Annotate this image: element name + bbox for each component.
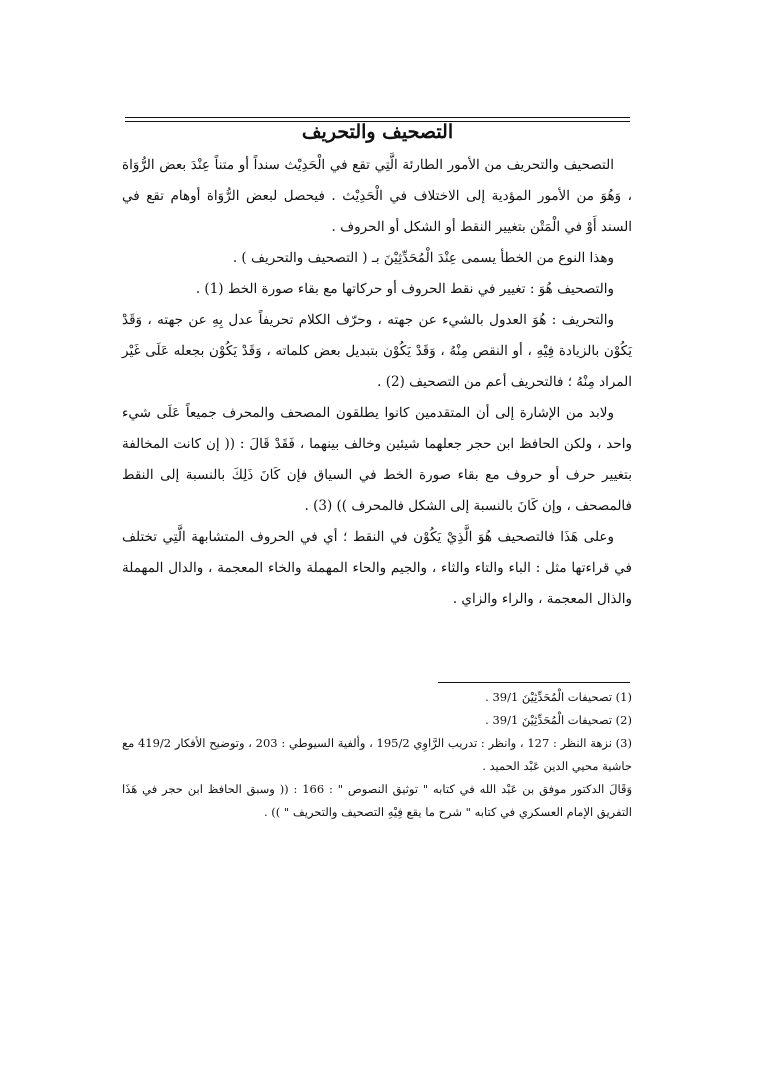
footnote-3: (3) نزهة النظر : 127 ، وانظر : تدريب الرَّاوِي 195/2 ، وألفية السيوطي : 203 ، وتوضيح الأفكار 419/2 مع حاشية محيي الدين عَبْد الحميد .: [122, 736, 632, 773]
title-rule-top: [125, 117, 630, 118]
paragraph-conclusion: وعلى هَذَا فالتصحيف هُوَ الَّذِيْ يَكُوْن في النقط ؛ أي في الحروف المتشابهة الَّتِي تختلف في قراءتها مثل : الباء والتاء والثاء ، والجيم والحاء المهملة والخاء المعجمة ، والدال المهملة والذال المعجمة ، والراء والزاي .: [122, 529, 632, 607]
paragraph-intro: التصحيف والتحريف من الأمور الطارئة الَّتِي تقع في الْحَدِيْث سنداً أو متناً عِنْدَ بعض الرُّوَاة ، وَهُوَ من الأمور المؤدية إلى الاختلاف في الْحَدِيْث . فيحصل لبعض الرُّوَاة أوهام تقع في السند أَوْ في الْمَتْن بتغيير النقط أو الشكل أو الحروف .: [122, 157, 632, 235]
page-title: التصحيف والتحريف: [301, 121, 454, 143]
footnote-3-continuation: وَقَالَ الدكتور موفق بن عَبْد الله في كتابه " توثيق النصوص " : 166 : (( وسبق الحافظ ابن حجر في هَذَا التفريق الإمام العسكري في كتابه " شرح ما يقع فِيْهِ التصحيف والتحريف " )) .: [122, 782, 633, 819]
paragraph-ibn-hajar: ولابد من الإشارة إلى أن المتقدمين كانوا يطلقون المصحف والمحرف جميعاً عَلَى شيء واحد ، ولكن الحافظ ابن حجر جعلهما شيئين وخالف بينهما ، فَقَدْ قَالَ : (( إن كانت المخالفة بتغيير حرف أو حروف مع بقاء صورة الخط في السياق فإن كَانَ ذَلِكَ بالنسبة إلى النقط فالمصحف ، وإن كَانَ بالنسبة إلى الشكل فالمحرف )) (3) .: [122, 405, 632, 514]
footnote-1: (1) تصحيفات الْمُحَدِّثِيْنَ 39/1 .: [485, 690, 632, 704]
paragraph-tahrif-definition: والتحريف : هُوَ العدول بالشيء عن جهته ، وحرّف الكلام تحريفاً عدل بِهِ عن جهته ، وَقَدْ يَكُوْن بالزيادة فِيْهِ ، أو النقص مِنْهُ ، وَقَدْ يَكُوْن بتبديل بعض كلماته ، وَقَدْ يَكُوْن بجعله عَلَى غَيْر المراد مِنْهُ ؛ فالتحريف أعم من التصحيف (2) .: [122, 312, 632, 390]
paragraph-tashif-definition: والتصحيف هُوَ : تغيير في نقط الحروف أو حركاتها مع بقاء صورة الخط (1) .: [195, 281, 614, 297]
body-text: [122, 150, 632, 615]
footnotes: [122, 686, 632, 824]
footnote-separator: [438, 682, 630, 683]
footnote-2: (2) تصحيفات الْمُحَدِّثِيْنَ 39/1 .: [485, 713, 632, 727]
paragraph-naming: وهذا النوع من الخطأ يسمى عِنْدَ الْمُحَدِّثِيْنَ بـ ( التصحيف والتحريف ) .: [232, 250, 614, 266]
